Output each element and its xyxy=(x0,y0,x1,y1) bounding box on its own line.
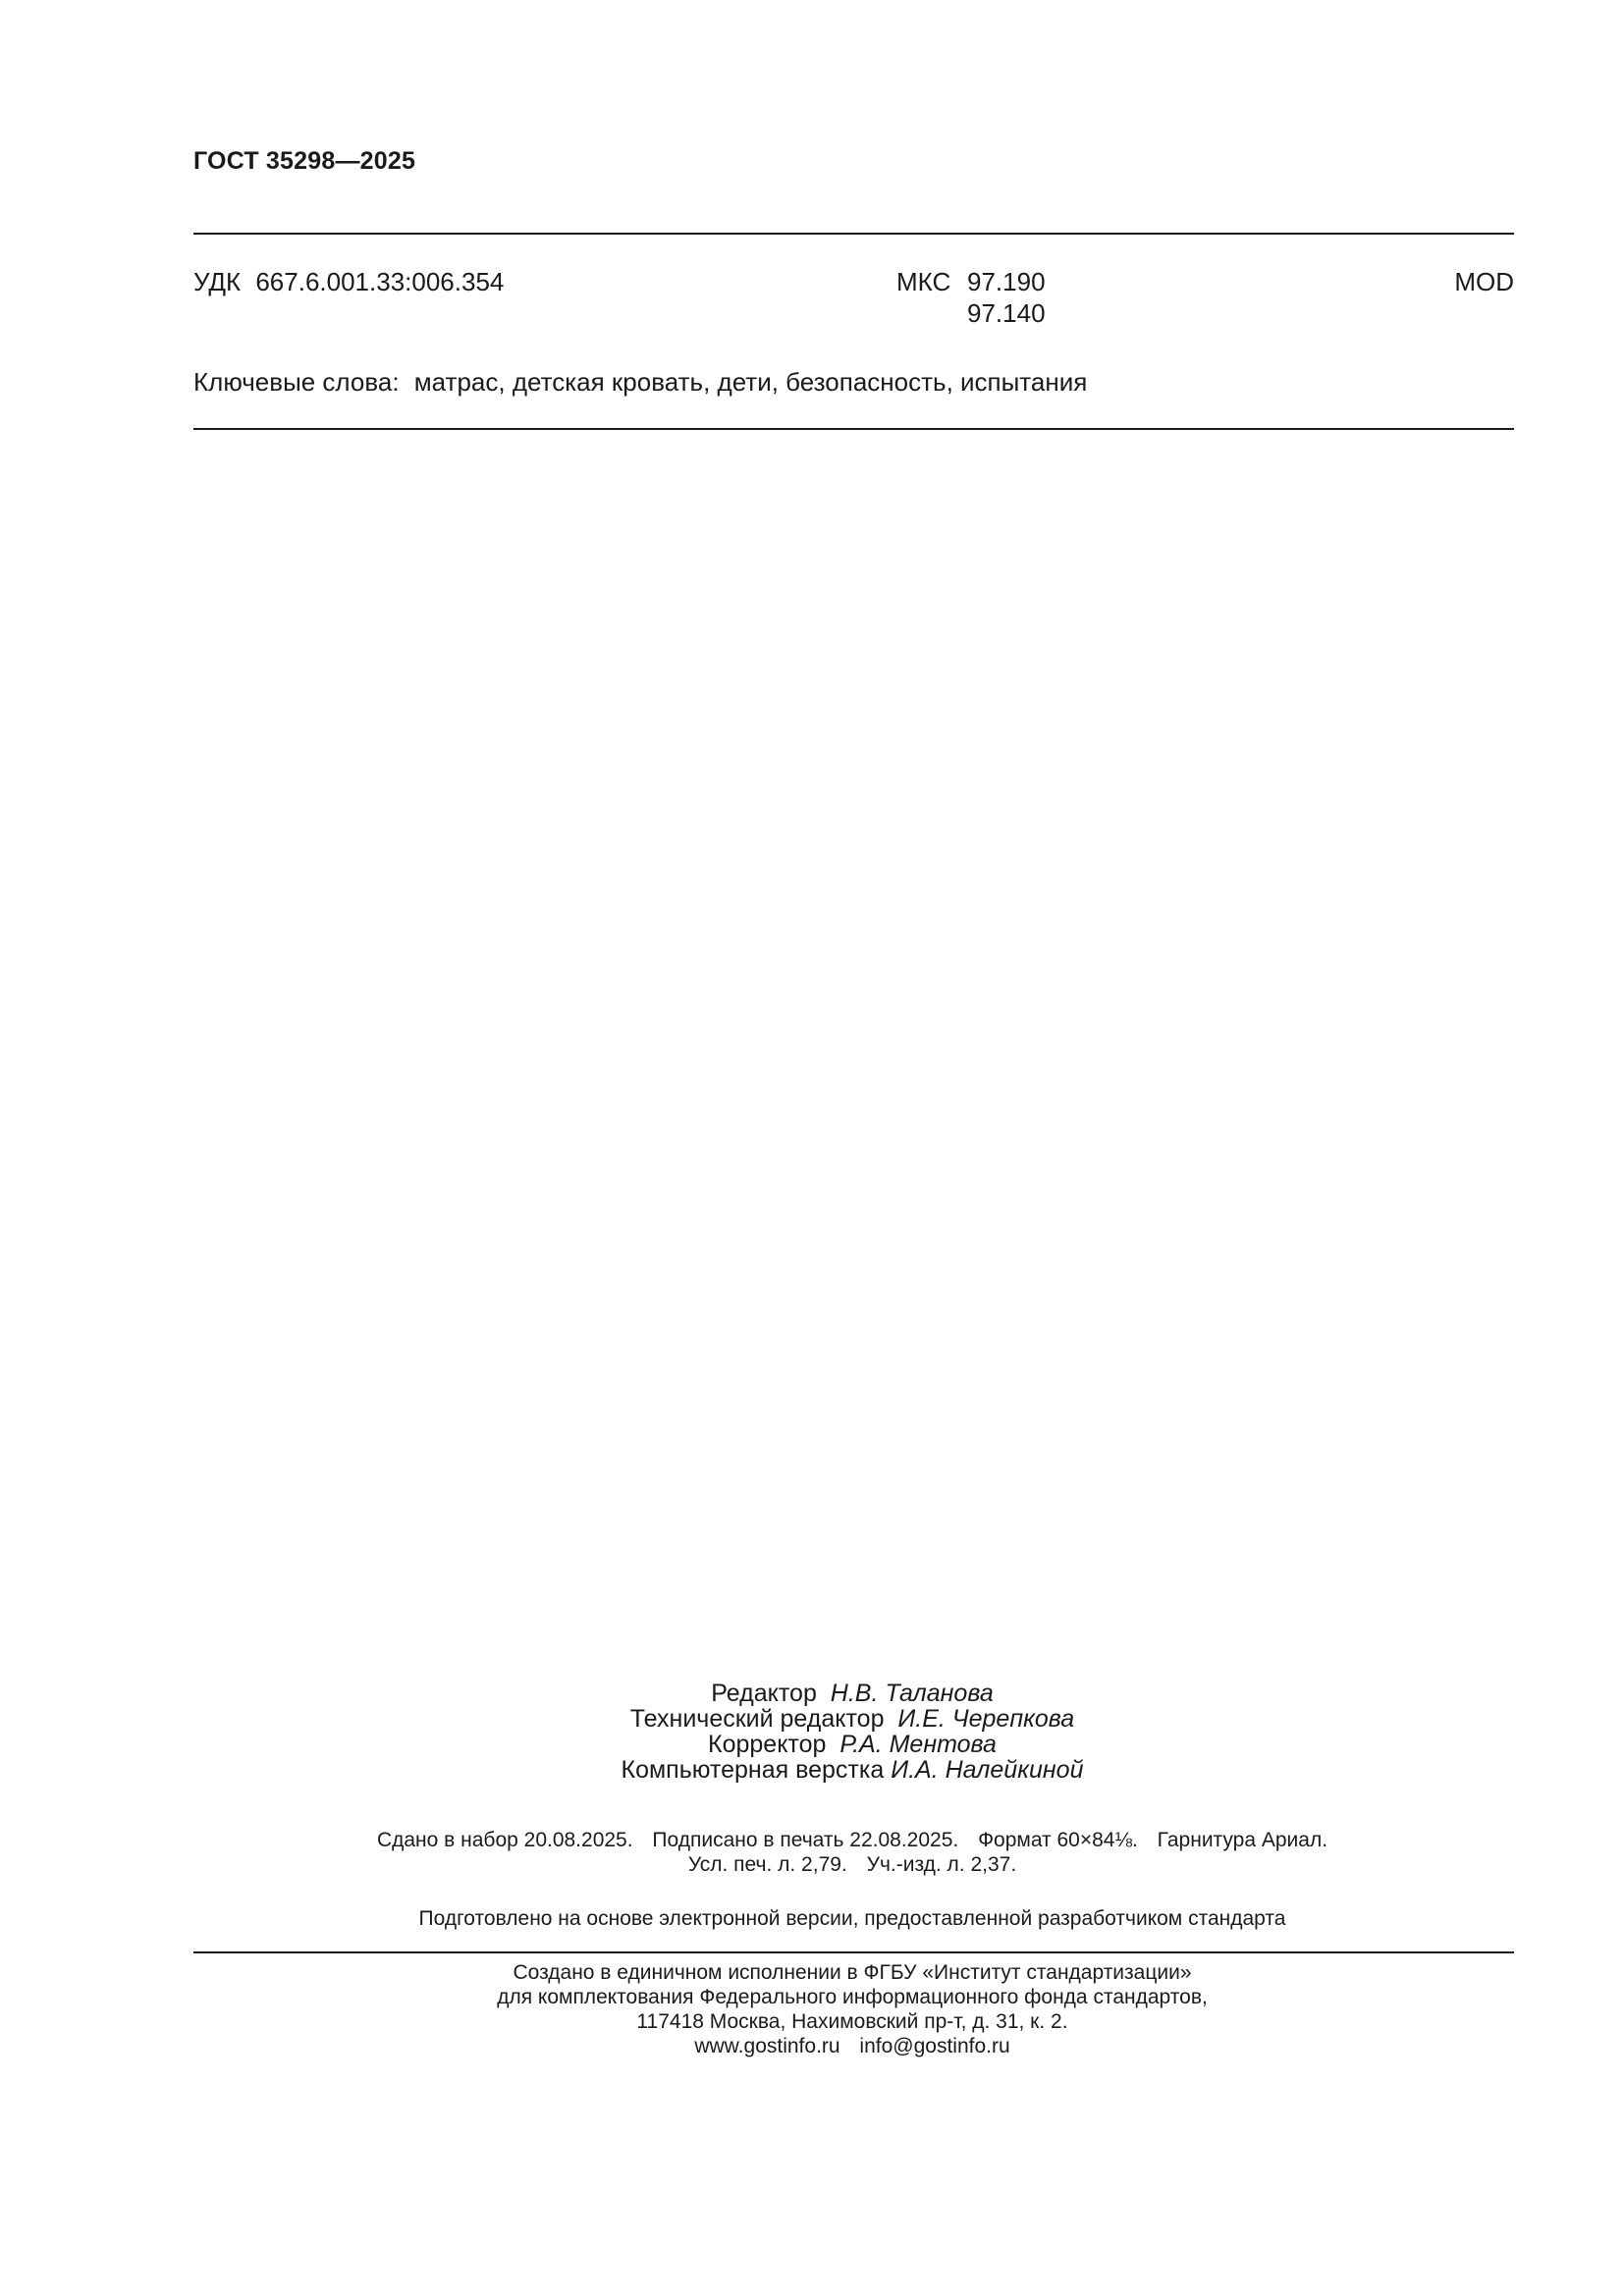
keywords-value: матрас, детская кровать, дети, безопасность, испытания xyxy=(413,367,1088,397)
keywords-label: Ключевые слова: xyxy=(193,367,400,397)
document-code: ГОСТ 35298—2025 xyxy=(193,147,416,175)
footer-contacts xyxy=(0,2034,1624,2058)
footer-line: для комплектования Федерального информационного фонда стандартов, xyxy=(497,1986,1208,2008)
divider-keywords xyxy=(193,428,1514,430)
credit-name: И.А. Налейкиной xyxy=(891,1756,1084,1784)
prepared-note: Подготовлено на основе электронной версии, предоставленной разработчиком стандарта xyxy=(418,1907,1286,1930)
credit-editor xyxy=(0,1681,1624,1706)
mks-codes xyxy=(967,266,1046,329)
footer-line: 117418 Москва, Нахимовский пр-т, д. 31, к. 2. xyxy=(636,2010,1068,2033)
print-info-line-2 xyxy=(0,1852,1624,1877)
keywords-line xyxy=(193,366,1087,398)
mks-code: 97.190 xyxy=(967,267,1046,296)
credits-block xyxy=(0,1681,1624,1783)
publishing-sheets: Уч.-изд. л. 2,37. xyxy=(866,1853,1017,1876)
udk-label: УДК xyxy=(193,267,242,296)
credit-name: И.Е. Черепкова xyxy=(897,1705,1075,1733)
email-link[interactable]: info@gostinfo.ru xyxy=(859,2035,1010,2057)
divider-top xyxy=(193,233,1514,235)
print-info xyxy=(0,1828,1624,1877)
credit-name: Р.А. Ментова xyxy=(839,1731,997,1758)
publisher-footer xyxy=(0,1960,1624,2058)
credit-tech-editor xyxy=(0,1706,1624,1732)
credit-label: Технический редактор xyxy=(629,1705,885,1733)
credit-label: Компьютерная верстка xyxy=(621,1756,885,1784)
credit-proofreader xyxy=(0,1732,1624,1757)
printed-sheets: Усл. печ. л. 2,79. xyxy=(687,1853,847,1876)
mks-code: 97.140 xyxy=(967,298,1046,328)
udk-classification xyxy=(193,266,504,297)
divider-footer xyxy=(193,1951,1514,1953)
signed-date: Подписано в печать 22.08.2025. xyxy=(652,1829,959,1851)
credit-label: Редактор xyxy=(711,1680,817,1707)
credit-label: Корректор xyxy=(708,1731,827,1758)
print-info-line-1 xyxy=(0,1828,1624,1852)
typeface: Гарнитура Ариал. xyxy=(1157,1829,1328,1851)
mks-label: МКС xyxy=(896,267,951,296)
footer-line: Создано в единичном исполнении в ФГБУ «Институт стандартизации» xyxy=(513,1961,1192,1984)
credit-name: Н.В. Таланова xyxy=(830,1680,994,1707)
udk-value: 667.6.001.33:006.354 xyxy=(255,267,505,296)
paper-format: Формат 60×84⅛. xyxy=(978,1829,1138,1851)
website-link[interactable]: www.gostinfo.ru xyxy=(694,2035,840,2057)
credit-layout xyxy=(0,1757,1624,1783)
equivalence-degree: MOD xyxy=(1454,267,1514,296)
typeset-date: Сдано в набор 20.08.2025. xyxy=(376,1829,633,1851)
